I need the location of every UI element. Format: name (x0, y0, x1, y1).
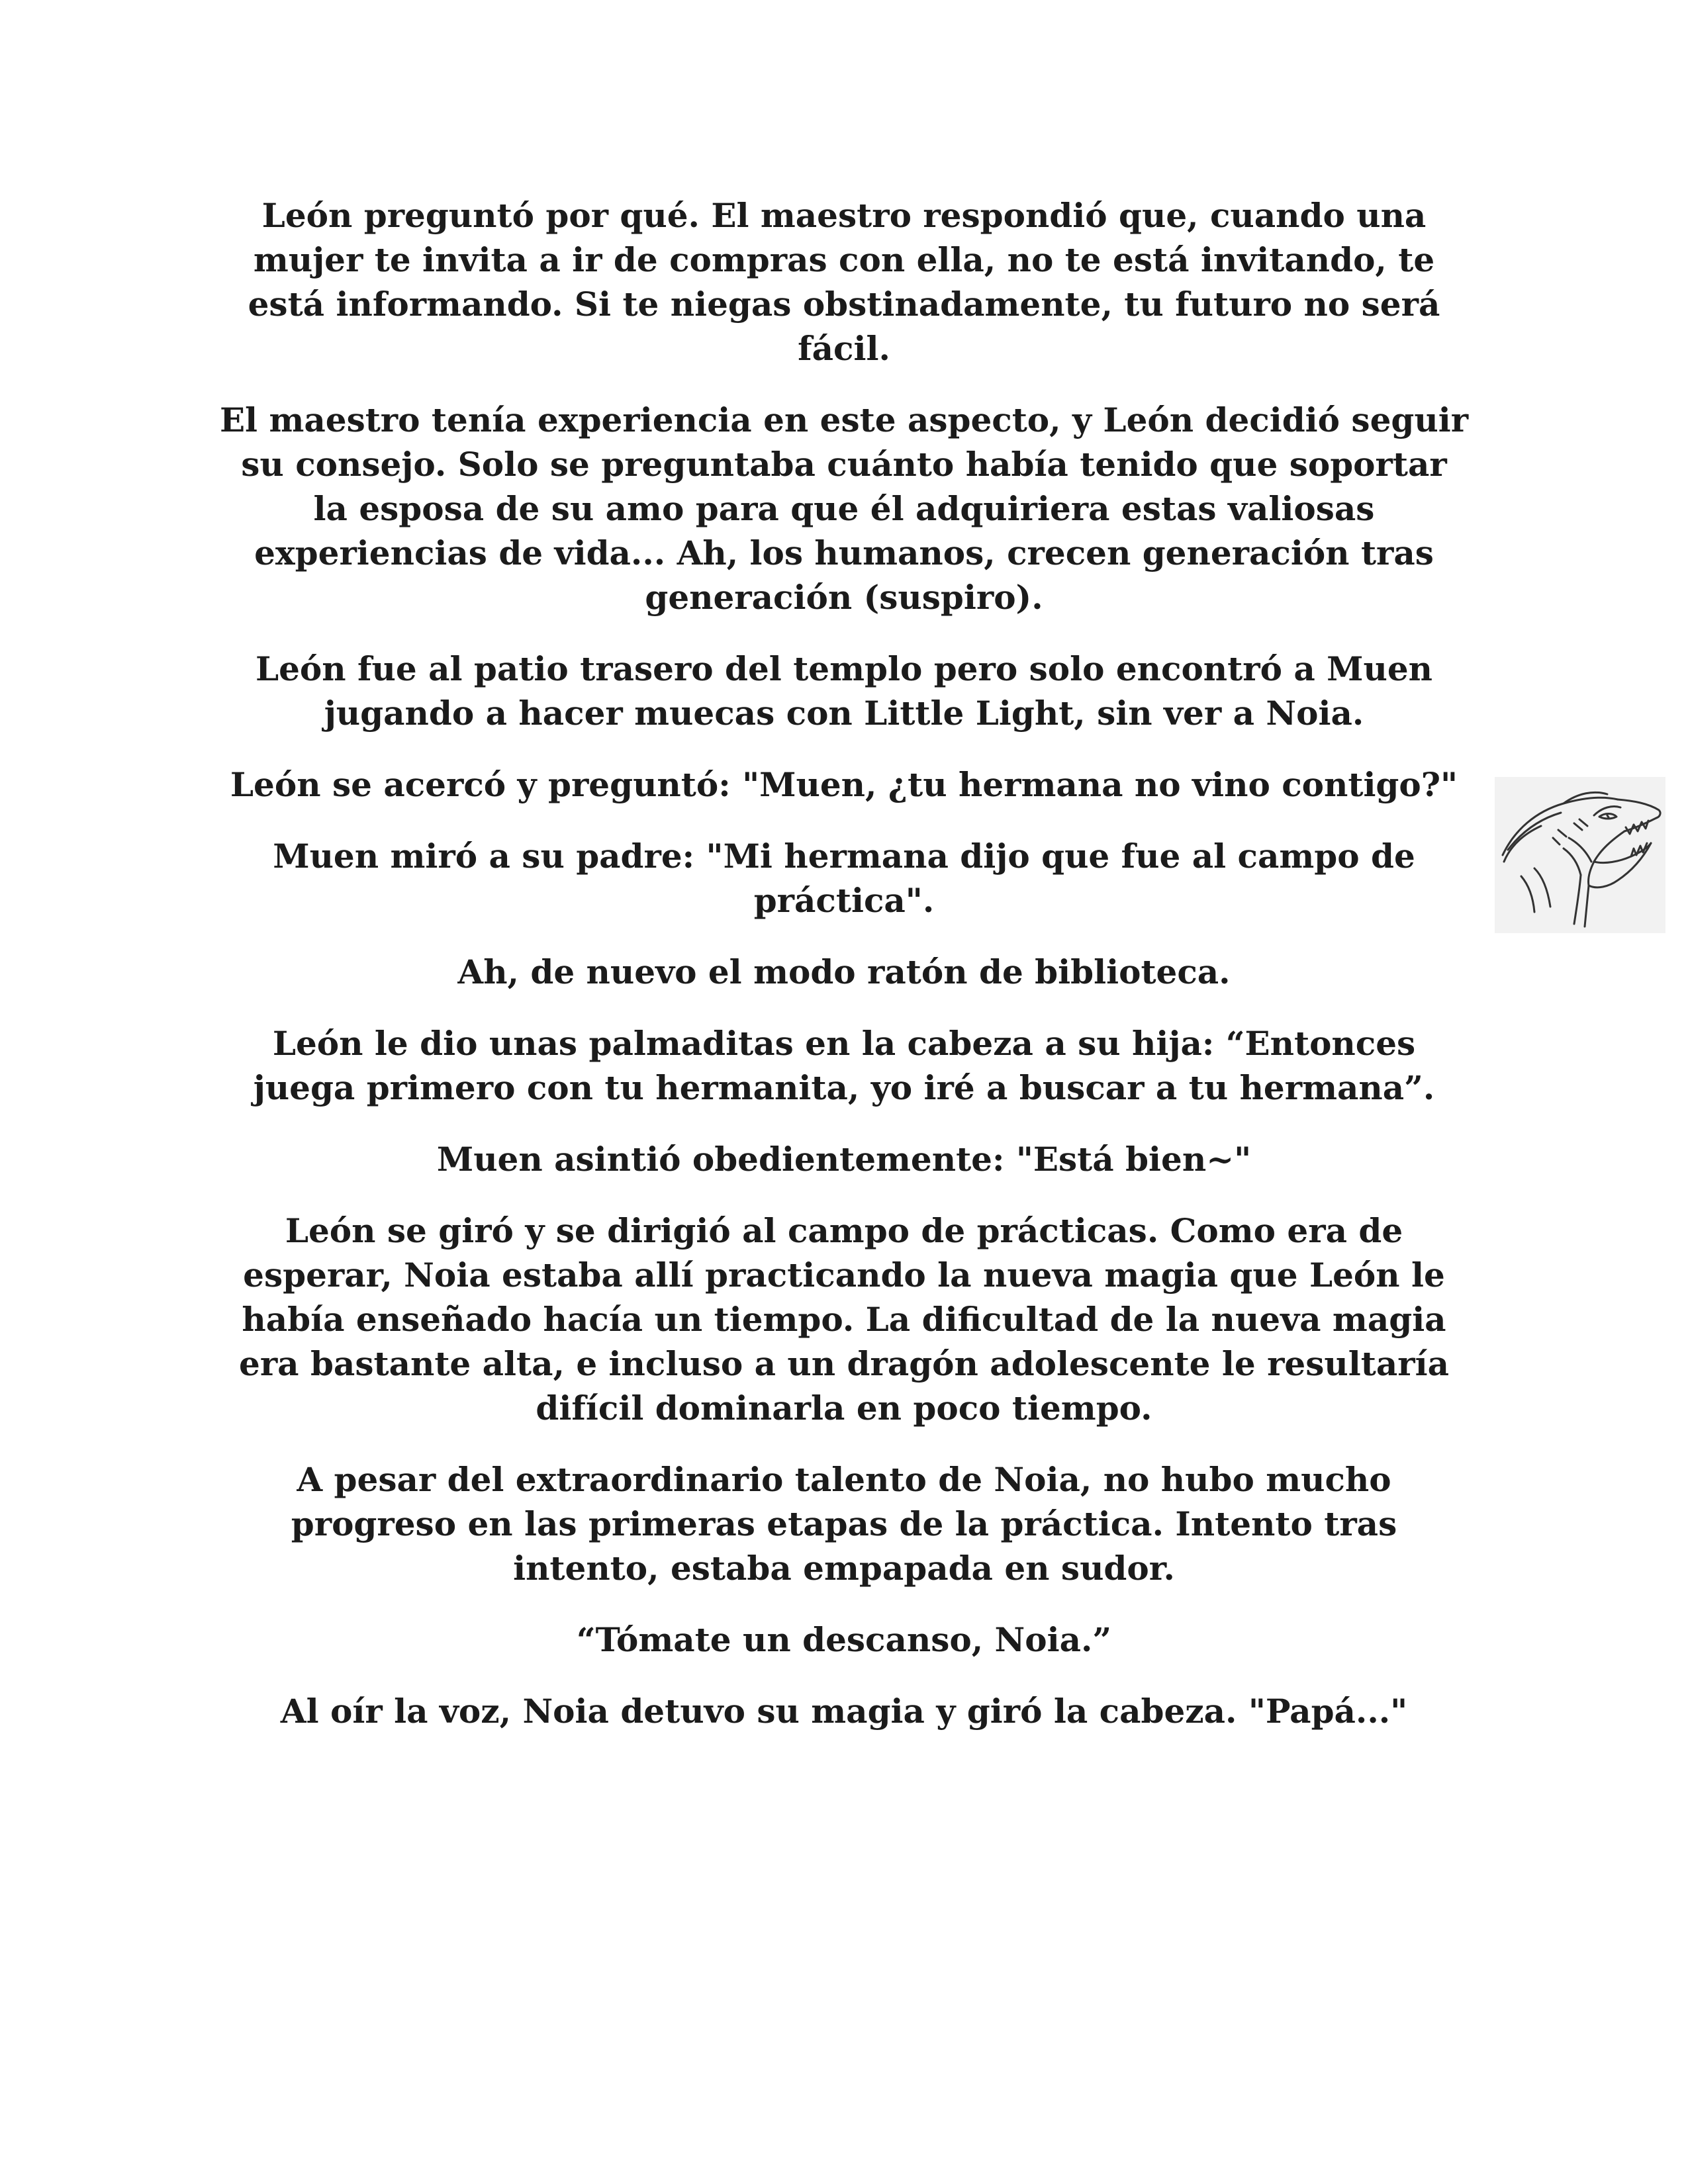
paragraph: León se acercó y preguntó: "Muen, ¿tu hermana no vino contigo?" (230, 765, 1458, 804)
paragraph: A pesar del extraordinario talento de Noia, no hubo mucho progreso en las primeras etapas de la práctica. Intento tras intento, estaba empapada en sudor. (291, 1460, 1397, 1588)
story-text (218, 193, 1470, 1760)
paragraph: Muen asintió obedientemente: "Está bien~" (436, 1140, 1252, 1179)
paragraph: Al oír la voz, Noia detuvo su magia y giró la cabeza. "Papá..." (280, 1692, 1408, 1731)
paragraph: León fue al patio trasero del templo pero solo encontró a Muen jugando a hacer muecas con Little Light, sin ver a Noia. (255, 649, 1433, 733)
paragraph: León le dio unas palmaditas en la cabeza a su hija: “Entonces juega primero con tu hermanita, yo iré a buscar a tu hermana”. (253, 1024, 1435, 1107)
paragraph: León se giró y se dirigió al campo de prácticas. Como era de esperar, Noia estaba allí practicando la nueva magia que León le había enseñado hacía un tiempo. La dificultad de la nueva magia era bastante alta, e incluso a un dragón adolescente le resultaría difícil dominarla en poco tiempo. (239, 1211, 1449, 1428)
dragon-head-sketch-icon (1495, 777, 1665, 933)
paragraph: El maestro tenía experiencia en este aspecto, y León decidió seguir su consejo. Solo se preguntaba cuánto había tenido que soportar la esposa de su amo para que él adquiriera estas valiosas experiencias de vida... Ah, los humanos, crecen generación tras generación (suspiro). (219, 400, 1469, 617)
paragraph: León preguntó por qué. El maestro respondió que, cuando una mujer te invita a ir de compras con ella, no te está invitando, te está informando. Si te niegas obstinadamente, tu futuro no será fácil. (248, 196, 1440, 368)
paragraph: Muen miró a su padre: "Mi hermana dijo que fue al campo de práctica". (273, 837, 1415, 920)
paragraph: “Tómate un descanso, Noia.” (576, 1620, 1112, 1659)
paragraph: Ah, de nuevo el modo ratón de biblioteca. (457, 952, 1231, 991)
